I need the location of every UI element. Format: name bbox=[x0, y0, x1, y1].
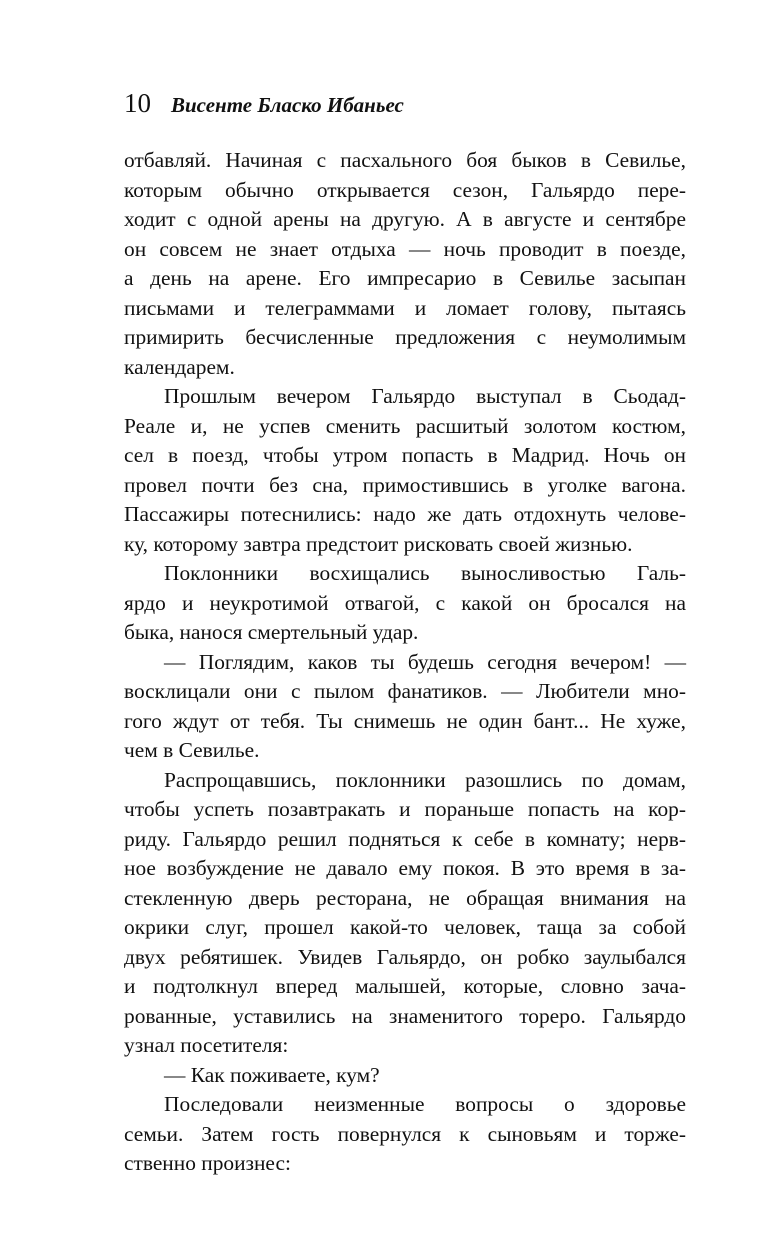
paragraph bbox=[124, 648, 686, 766]
paragraph bbox=[124, 1090, 686, 1179]
text-line: семьи. Затем гость повернулся к сыновьям и торже- bbox=[124, 1121, 686, 1146]
text-line: чем в Севилье. bbox=[124, 738, 260, 762]
text-line: — Как поживаете, кум? bbox=[164, 1062, 380, 1087]
text-line: ходит с одной арены на другую. А в августе и сентябре bbox=[124, 207, 686, 231]
author-name: Висенте Бласко Ибаньес bbox=[171, 93, 404, 117]
paragraph bbox=[124, 1061, 686, 1091]
text-line: Поклонники восхищались выносливостью Галь- bbox=[164, 561, 686, 585]
text-line: сел в поезд, чтобы утром попасть в Мадрид. Ночь он bbox=[124, 443, 686, 467]
paragraph bbox=[124, 559, 686, 648]
text-line: Пассажиры потеснились: надо же дать отдохнуть челове- bbox=[124, 502, 686, 526]
text-line: двух ребятишек. Увидев Гальярдо, он робко заулыбался bbox=[124, 944, 686, 969]
text-line: узнал посетителя: bbox=[124, 1033, 289, 1057]
text-line: Последовали неизменные вопросы о здоровье bbox=[164, 1092, 686, 1116]
text-line: провел почти без сна, примостившись в уголке вагона. bbox=[124, 472, 686, 497]
text-line: а день на арене. Его импресарио в Севилье засыпан bbox=[124, 266, 686, 290]
text-line: окрики слуг, прошел какой-то человек, таща за собой bbox=[124, 915, 686, 939]
text-line: гого ждут от тебя. Ты снимешь не один бант... Не хуже, bbox=[124, 708, 686, 733]
text-line: календарем. bbox=[124, 354, 235, 379]
body-text bbox=[124, 146, 686, 1179]
text-line: отбавляй. Начиная с пасхального боя быков в Севилье, bbox=[124, 148, 686, 172]
text-line: чтобы успеть позавтракать и пораньше попасть на кор- bbox=[124, 797, 686, 821]
text-line: ярдо и неукротимой отвагой, с какой он бросался на bbox=[124, 590, 686, 615]
running-head bbox=[124, 88, 404, 124]
text-line: Прошлым вечером Гальярдо выступал в Сьодад- bbox=[164, 384, 686, 408]
text-line: Реале и, не успев сменить расшитый золотом костюм, bbox=[124, 413, 686, 438]
text-line: ное возбуждение не давало ему покоя. В это время в за- bbox=[124, 856, 686, 880]
paragraph bbox=[124, 146, 686, 382]
text-line: и подтолкнул вперед малышей, которые, словно зача- bbox=[124, 974, 686, 998]
text-line: которым обычно открывается сезон, Гальярдо пере- bbox=[124, 177, 686, 202]
text-line: восклицали они с пылом фанатиков. — Любители мно- bbox=[124, 679, 686, 703]
page-number: 10 bbox=[124, 88, 151, 118]
text-line: ку, которому завтра предстоит рисковать своей жизнью. bbox=[124, 531, 633, 556]
paragraph bbox=[124, 766, 686, 1061]
paragraph bbox=[124, 382, 686, 559]
text-line: быка, нанося смертельный удар. bbox=[124, 620, 419, 644]
text-line: стекленную дверь ресторана, не обращая внимания на bbox=[124, 885, 686, 910]
text-line: письмами и телеграммами и ломает голову, пытаясь bbox=[124, 295, 686, 320]
text-line: рованные, уставились на знаменитого тореро. Гальярдо bbox=[124, 1003, 686, 1028]
text-line: он совсем не знает отдыха — ночь проводит в поезде, bbox=[124, 236, 686, 261]
text-line: Распрощавшись, поклонники разошлись по домам, bbox=[164, 767, 686, 792]
text-line: риду. Гальярдо решил подняться к себе в комнату; нерв- bbox=[124, 826, 686, 851]
text-line: ственно произнес: bbox=[124, 1151, 291, 1175]
text-line: — Поглядим, каков ты будешь сегодня вечером! — bbox=[164, 649, 686, 674]
text-line: примирить бесчисленные предложения с неумолимым bbox=[124, 325, 686, 349]
